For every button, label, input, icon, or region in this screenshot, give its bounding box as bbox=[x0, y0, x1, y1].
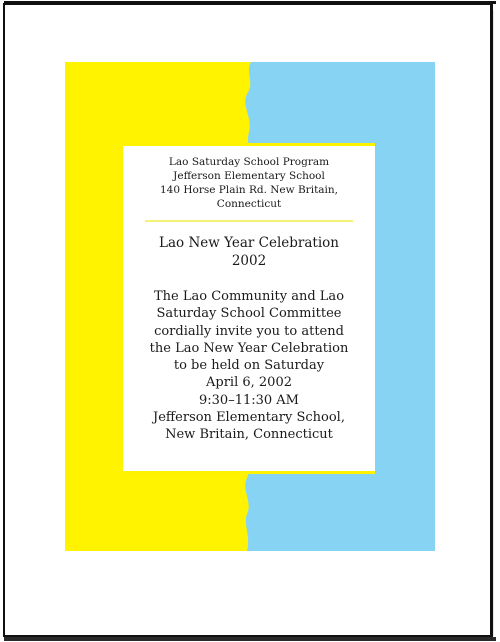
invitation-text-panel bbox=[123, 143, 375, 474]
event-time: 9:30–11:30 AM bbox=[199, 392, 299, 408]
invitation-card bbox=[65, 62, 435, 551]
event-title-line: Lao New Year Celebration bbox=[159, 235, 339, 251]
invitation-line: to be held on Saturday bbox=[173, 358, 325, 374]
yellow-divider bbox=[145, 220, 353, 222]
invitation-line: Saturday School Committee bbox=[156, 306, 342, 322]
invitation-line: cordially invite you to attend bbox=[154, 323, 344, 339]
address-line: Jefferson Elementary School bbox=[173, 170, 325, 182]
invitation-body bbox=[123, 288, 375, 444]
address-line: Connecticut bbox=[216, 198, 282, 210]
address-line: 140 Horse Plain Rd. New Britain, bbox=[159, 184, 339, 196]
sheet-bottom-edge bbox=[4, 637, 496, 641]
event-city: New Britain, Connecticut bbox=[165, 427, 333, 443]
invitation-line: The Lao Community and Lao bbox=[153, 289, 345, 304]
invitation-line: the Lao New Year Celebration bbox=[149, 340, 349, 356]
event-year-line: 2002 bbox=[231, 253, 267, 269]
event-title bbox=[123, 234, 375, 270]
school-address bbox=[123, 155, 375, 211]
event-venue: Jefferson Elementary School, bbox=[153, 410, 345, 426]
address-line: Lao Saturday School Program bbox=[168, 156, 330, 168]
event-date: April 6, 2002 bbox=[206, 375, 292, 391]
